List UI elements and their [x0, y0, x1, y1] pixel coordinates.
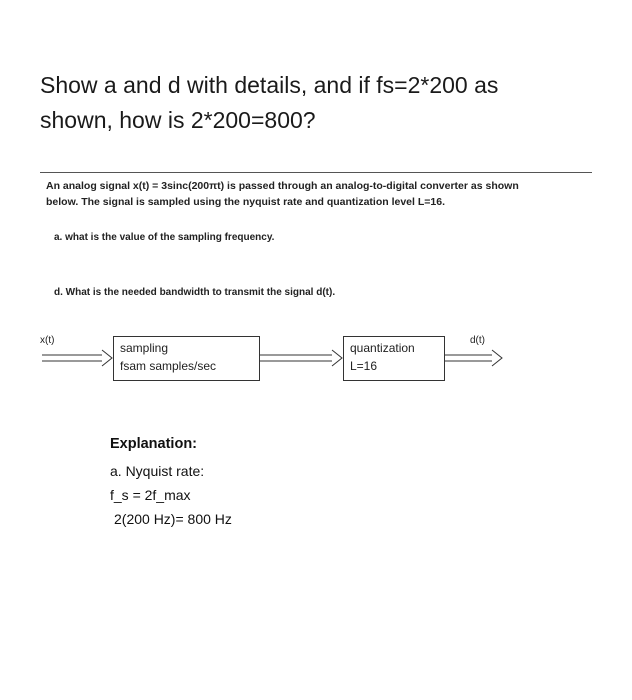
quantization-block [343, 336, 445, 381]
output-signal-label: d(t) [470, 335, 485, 346]
quantization-block-title: quantization [350, 341, 415, 355]
intro-line-1: An analog signal x(t) = 3sinc(200πt) is passed through an analog-to-digital converter as shown [46, 180, 519, 192]
explanation-line-2: f_s = 2f_max [110, 487, 191, 503]
explanation-section [110, 436, 232, 531]
problem-statement [40, 172, 592, 395]
sampling-block-title: sampling [120, 341, 169, 355]
part-a-question: a. what is the value of the sampling frequency. [54, 232, 275, 243]
question-text [40, 68, 600, 138]
question-line-2: shown, how is 2*200=800? [40, 107, 316, 133]
input-signal-label: x(t) [40, 335, 55, 346]
explanation-heading: Explanation: [110, 436, 198, 452]
quantization-block-level: L=16 [350, 359, 378, 373]
input-arrow [42, 350, 112, 366]
question-line-1: Show a and d with details, and if fs=2*200 as [40, 72, 499, 98]
sampling-block-rate: fsam samples/sec [120, 359, 217, 373]
middle-arrow [259, 350, 342, 366]
sampling-block [113, 336, 260, 381]
explanation-line-3: 2(200 Hz)= 800 Hz [114, 511, 232, 527]
explanation-line-1: a. Nyquist rate: [110, 463, 205, 479]
part-d-question: d. What is the needed bandwidth to transmit the signal d(t). [54, 287, 336, 298]
output-arrow [444, 350, 502, 366]
intro-line-2: below. The signal is sampled using the nyquist rate and quantization level L=16. [46, 196, 445, 208]
